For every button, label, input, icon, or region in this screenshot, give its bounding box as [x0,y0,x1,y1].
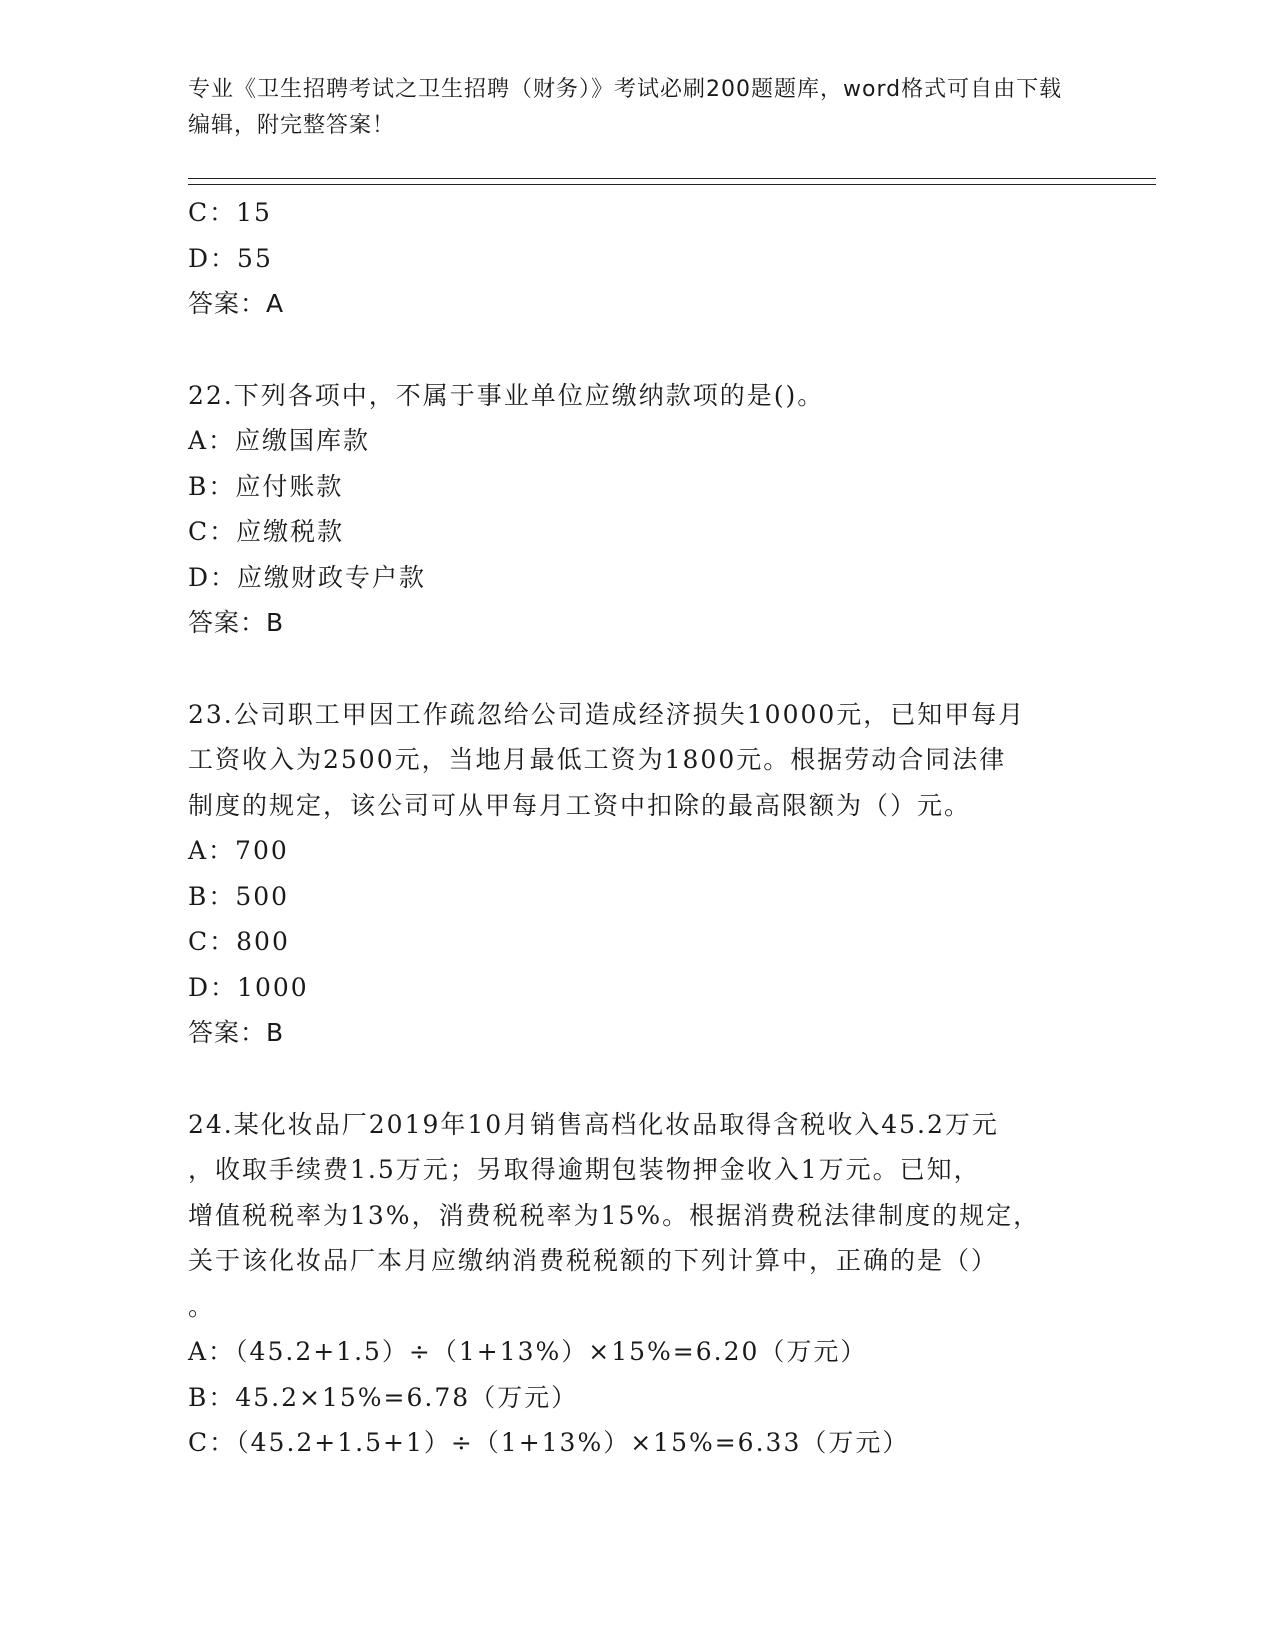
spacer [188,327,1088,373]
option-a: A：（45.2+1.5）÷（1+13%）×15%=6.20（万元） [188,1337,868,1366]
answer-line: 答案：B [188,1018,285,1047]
header-rule-top [188,178,1156,179]
question-stem-line-4: 关于该化妆品厂本月应缴纳消费税税额的下列计算中，正确的是（） [188,1246,999,1275]
document-body [188,190,1088,1466]
option-c: C：（45.2+1.5+1）÷（1+13%）×15%=6.33（万元） [188,1428,910,1457]
question-24 [188,1102,1088,1466]
question-stem-line-3: 制度的规定，该公司可从甲每月工资中扣除的最高限额为（）元。 [188,790,972,820]
answer-line: 答案：A [188,289,285,318]
option-d: D：55 [188,243,273,273]
option-b: B：45.2×15%=6.78（万元） [188,1382,579,1412]
question-21-tail [188,190,1088,327]
header-rule-bottom [188,184,1156,185]
question-stem-line-1: 23.公司职工甲因工作疏忽给公司造成经济损失10000元，已知甲每月 [188,699,1026,729]
question-stem-line-3: 增值税税率为13%，消费税税率为15%。根据消费税法律制度的规定， [188,1200,1041,1230]
question-22 [188,373,1088,646]
option-d: D：1000 [188,972,309,1002]
question-stem-line-5: 。 [188,1291,216,1321]
option-d: D：应缴财政专户款 [188,562,427,592]
question-stem-line-1: 24.某化妆品厂2019年10月销售高档化妆品取得含税收入45.2万元 [188,1109,999,1139]
option-c: C：800 [188,927,290,956]
question-stem-line-2: 工资收入为2500元，当地月最低工资为1800元。根据劳动合同法律 [188,745,1007,774]
option-a: A：应缴国库款 [188,426,371,455]
answer-line: 答案：B [188,608,285,637]
question-stem: 22.下列各项中，不属于事业单位应缴纳款项的是()。 [188,380,825,410]
spacer [188,646,1088,692]
option-c: C：应缴税款 [188,517,345,546]
option-b: B：应付账款 [188,471,344,501]
option-b: B：500 [188,881,290,911]
question-stem-line-2: ，收取手续费1.5万元；另取得逾期包装物押金收入1万元。已知， [188,1155,981,1184]
option-a: A：700 [188,836,289,865]
document-header: 专业《卫生招聘考试之卫生招聘（财务）》考试必刷200题题库，word格式可自由下载编辑，附完整答案！ [188,77,1063,138]
option-c: C：15 [188,198,272,227]
spacer [188,1056,1088,1102]
question-23 [188,692,1088,1056]
